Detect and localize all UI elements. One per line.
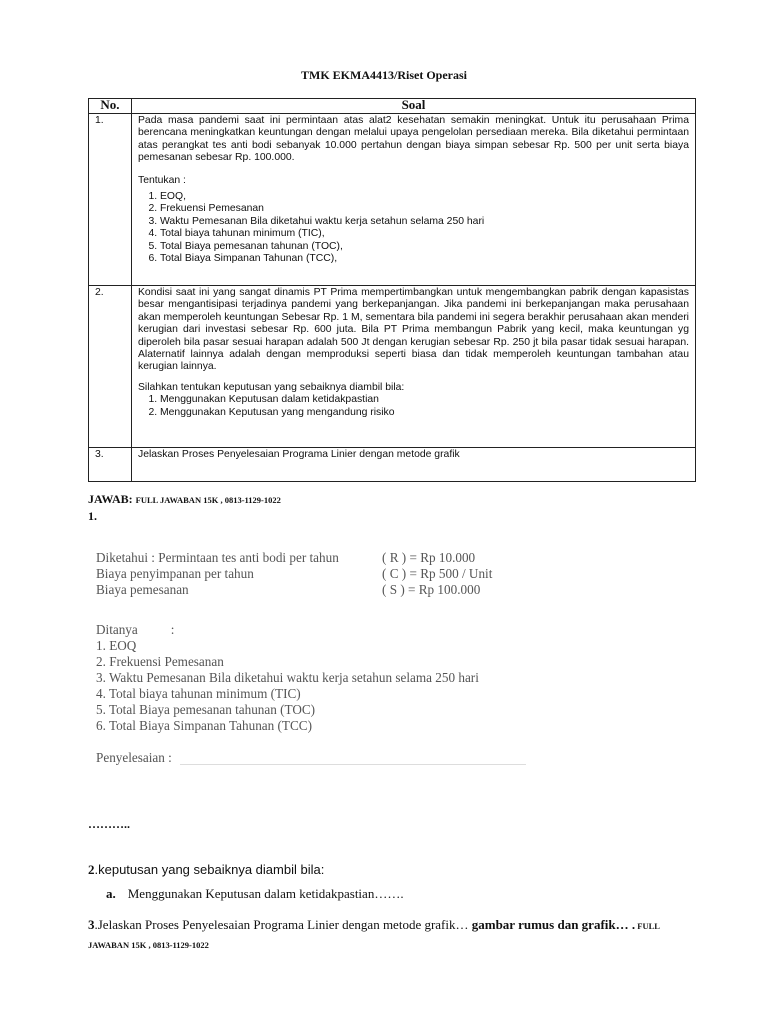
answer-line	[180, 764, 526, 765]
answer-three	[88, 916, 688, 954]
item-label: a.	[106, 886, 116, 901]
table-header-row	[89, 99, 696, 114]
question-cell: Jelaskan Proses Penyelesaian Programa Linier dengan metode grafik	[132, 448, 696, 482]
header-no: No.	[89, 99, 132, 114]
penyelesaian-label: Penyelesaian :	[96, 750, 172, 765]
jawab-note: FULL JAWABAN 15K , 0813-1129-1022	[135, 495, 281, 505]
list-item: 4. Total biaya tahunan minimum (TIC)	[96, 686, 301, 701]
answer-three-note: FULL JAWABAN 15K , 0813-1129-1022	[88, 921, 660, 950]
given-label: Biaya pemesanan	[96, 582, 189, 597]
given-label: Biaya penyimpanan per tahun	[96, 566, 254, 581]
given-value: ( C ) = Rp 500 / Unit	[382, 566, 493, 581]
ellipsis: ………..	[88, 817, 130, 831]
table-row	[89, 448, 696, 482]
list-item: 1. EOQ	[96, 638, 137, 653]
question-subheading: Tentukan :	[138, 174, 186, 186]
asked-title: Ditanya :	[96, 622, 175, 637]
answer-two-text: .keputusan yang sebaiknya diambil bila:	[94, 862, 325, 877]
row-number: 3.	[89, 448, 132, 482]
question-paragraph: Pada masa pandemi saat ini permintaan atas alat2 kesehatan semakin meningkat. Untuk itu perusahaan Prima berencana meningkatkan keuntungan dengan melalui upaya pengelolan persediaan mereka. Bila diketahui permintaan atas perangkat tes anti bodi sebanyak 10.000 pertahun dengan biaya simpan sebesar Rp. 500 per unit serta biaya pemesanan sebesar Rp. 100.000.	[138, 115, 689, 164]
question-cell	[132, 286, 696, 448]
table-row	[89, 286, 696, 448]
question-cell	[132, 114, 696, 286]
question-items	[138, 394, 689, 419]
list-item: 1. EOQ,	[160, 191, 689, 203]
header-soal: Soal	[132, 99, 696, 114]
given-list	[96, 550, 526, 598]
asked-list	[96, 638, 526, 734]
question-table	[88, 98, 696, 482]
list-item: 5. Total Biaya pemesanan tahunan (TOC)	[96, 702, 316, 717]
question-subheading: Silahkan tentukan keputusan yang sebaiknya diambil bila:	[138, 381, 405, 393]
list-item: 3. Waktu Pemesanan Bila diketahui waktu kerja setahun selama 250 hari	[96, 670, 479, 685]
question-items	[138, 191, 689, 265]
row-number: 2.	[89, 286, 132, 448]
row-number: 1.	[89, 114, 132, 286]
list-item: 5. Total Biaya pemesanan tahunan (TOC),	[160, 241, 689, 253]
question-paragraph: Kondisi saat ini yang sangat dinamis PT Prima mempertimbangkan untuk mengembangkan pabrik dengan kapasistas besar mengantisipasi terjadinya pandemi yang berkepanjangan. Jika pandemi ini berkepanjangan maka perusahaan akan memperoleh keuntungan Sebesar Rp. 1 M, sementara bila pandemi ini segera berakhir perusahaan akan menderi kerugian dari investasi sebesar Rp. 600 juta. Bila PT Prima membangun Pabrik yang kecil, maka keuntungan yg diperoleh bila pasar sesuai harapan adalah 500 Jt dengan kerugian sebesar Rp. 250 jt bila pasar tidak sesuai harapan. Alaternatif lainnya adalah dengan memproduksi seperti biasa dan tidak memperoleh keuntungan tambahan atau kerugian lainnya.	[138, 287, 689, 373]
list-item: 6. Total Biaya Simpanan Tahunan (TCC),	[160, 253, 689, 265]
jawab-label: JAWAB:	[88, 492, 133, 506]
list-item: 4. Total biaya tahunan minimum (TIC),	[160, 228, 689, 240]
list-item: 2. Menggunakan Keputusan yang mengandung risiko	[160, 407, 689, 419]
answer-three-number: 3	[88, 917, 95, 932]
list-item: 3. Waktu Pemesanan Bila diketahui waktu kerja setahun selama 250 hari	[160, 216, 689, 228]
answer-heading	[88, 492, 281, 507]
answer-number-one: 1.	[88, 509, 97, 523]
list-item: 2. Frekuensi Pemesanan	[160, 203, 689, 215]
answer-two-number: 2	[88, 862, 95, 877]
document-title: TMK EKMA4413/Riset Operasi	[301, 68, 467, 82]
item-text: Menggunakan Keputusan dalam ketidakpastian…….	[127, 886, 404, 901]
answer-three-bold: gambar rumus dan grafik… .	[471, 917, 636, 932]
penyelesaian-row	[96, 750, 526, 766]
answer-two-heading	[88, 862, 324, 878]
given-value: ( S ) = Rp 100.000	[382, 582, 481, 597]
answer-three-text: .Jelaskan Proses Penyelesaian Programa Linier dengan metode grafik…	[94, 917, 472, 932]
given-value: ( R ) = Rp 10.000	[382, 550, 476, 565]
list-item: 2. Frekuensi Pemesanan	[96, 654, 224, 669]
answer-one-block	[96, 550, 526, 770]
table-row	[89, 114, 696, 286]
list-item: 6. Total Biaya Simpanan Tahunan (TCC)	[96, 718, 312, 733]
list-item: 1. Menggunakan Keputusan dalam ketidakpastian	[160, 394, 689, 406]
given-label: Diketahui : Permintaan tes anti bodi per tahun	[96, 550, 339, 565]
answer-two-item	[106, 886, 404, 902]
